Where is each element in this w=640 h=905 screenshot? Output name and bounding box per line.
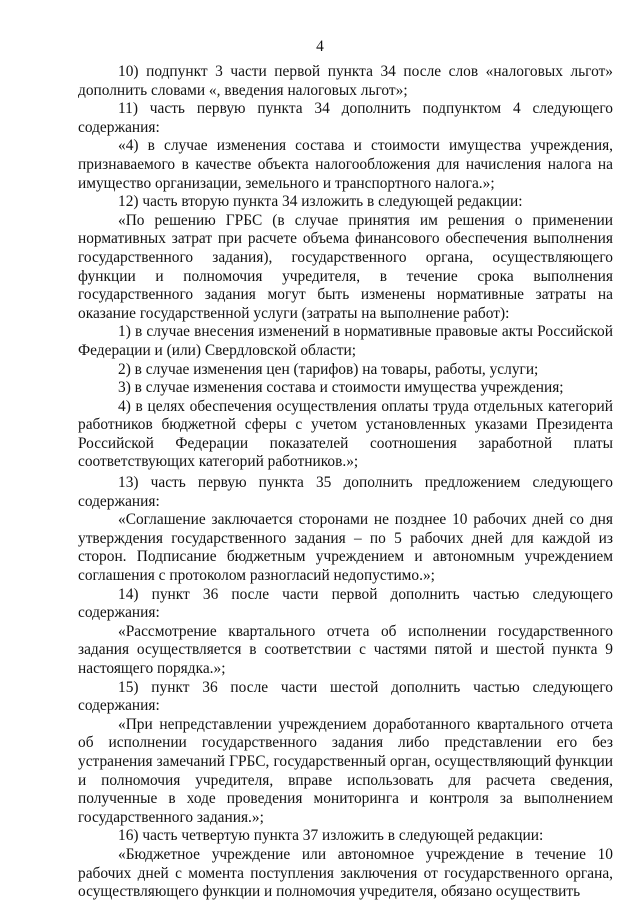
amendment-item-11: 11) часть первую пункта 34 дополнить подпунктом 4 следующего содержания: [78, 100, 613, 136]
amendment-item-16: 16) часть четвертую пункта 37 изложить в следующей редакции: [118, 827, 544, 845]
amendment-item-14: 14) пункт 36 после части первой дополнить частью следующего содержания: [78, 585, 613, 622]
quoted-non-submission-clause: «При непредставлении учреждением доработанного квартального отчета об исполнении государственного задания либо представлении его без устранения замечаний ГРБС, государственный орган, осуществляющий функции и полномочия учредителя, вправе использовать для расчета сведения, полученные в ходе проведения мониторинга и контроля за выполнением государственного задания.»; [78, 715, 613, 826]
quoted-new-wording-part-four: «Бюджетное учреждение или автономное учреждение в течение 10 рабочих дней с момента поступления заключения от государственного органа, осуществляющего функции и полномочия учредителя, обязано осуществить [78, 845, 613, 901]
quoted-quarterly-report-review: «Рассмотрение квартального отчета об исполнении государственного задания осуществляется в соответствии с частями пятой и шестой пункта 9 настоящего порядка.»; [78, 622, 613, 677]
quoted-list-item-3: 3) в случае изменения состава и стоимости имущества учреждения; [118, 379, 564, 397]
document-body [78, 63, 613, 902]
quoted-list-item-4: 4) в целях обеспечения осуществления оплаты труда отдельных категорий работников бюджетной сферы с учетом установленных указами Президента Российской Федерации показателей соотношения заработной платы соответствующих категорий работников.»; [78, 397, 613, 471]
amendment-item-15: 15) пункт 36 после части шестой дополнить частью следующего содержания: [78, 678, 613, 715]
amendment-item-13: 13) часть первую пункта 35 дополнить предложением следующего содержания: [78, 474, 613, 510]
amendment-item-12: 12) часть вторую пункта 34 изложить в следующей редакции: [118, 193, 523, 211]
quoted-subclause-4: «4) в случае изменения состава и стоимости имущества учреждения, признаваемого в качестве объекта налогообложения для начисления налога на имущество организации, земельного и транспортного налога.»; [78, 137, 613, 192]
quoted-list-item-1: 1) в случае внесения изменений в нормативные правовые акты Российской Федерации и (или) Свердловской области; [78, 323, 613, 359]
quoted-agreement-sentence: «Соглашение заключается сторонами не позднее 10 рабочих дней со дня утверждения государственного задания – по 5 рабочих дней для каждой из сторон. Подписание бюджетным учреждением и автономным учреждением соглашения с протоколом разногласий недопустимо.»; [78, 511, 613, 585]
quoted-new-wording-intro: «По решению ГРБС (в случае принятия им решения о применении нормативных затрат при расчете объема финансового обеспечения выполнения государственного задания), государственного органа, осуществляющего функции и полномочия учредителя, в течение срока выполнения государственного задания могут быть изменены нормативные затраты на оказание государственной услуги (затраты на выполнение работ): [78, 211, 613, 322]
amendment-item-10: 10) подпункт 3 части первой пункта 34 после слов «налоговых льгот» дополнить словами «, введения налоговых льгот»; [78, 63, 613, 99]
quoted-list-item-2: 2) в случае изменения цен (тарифов) на товары, работы, услуги; [118, 360, 539, 378]
page-number: 4 [316, 38, 324, 55]
